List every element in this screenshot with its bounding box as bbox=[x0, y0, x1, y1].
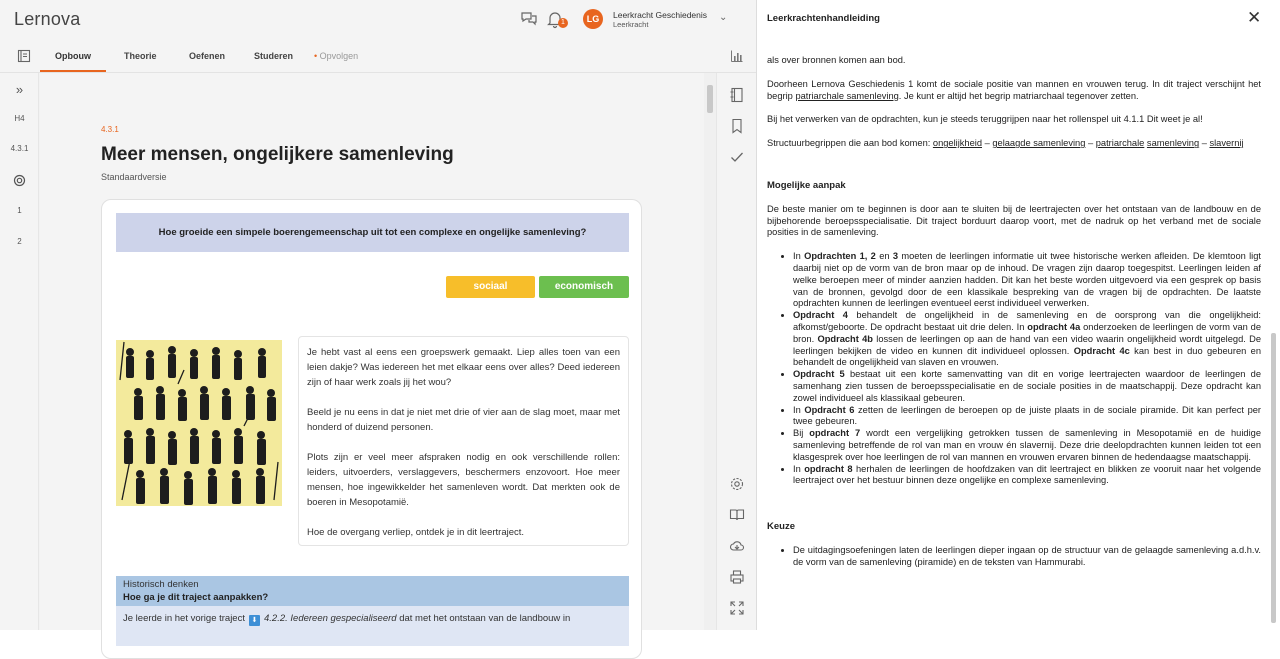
illustration-crowd bbox=[116, 340, 282, 506]
main-content bbox=[40, 73, 704, 630]
notification-badge: 1 bbox=[558, 18, 568, 28]
bookmark-icon[interactable] bbox=[729, 118, 745, 134]
keuze-list bbox=[793, 545, 1261, 569]
user-role: Leerkracht bbox=[613, 20, 649, 29]
print-icon[interactable] bbox=[729, 569, 745, 585]
nav-item-2[interactable]: 2 bbox=[17, 237, 22, 246]
intro-paragraph-2: Beeld je nu eens in dat je niet met drie of vier aan de slag moet, maar met honderd of duizend personen. bbox=[307, 407, 620, 433]
heading-keuze: Keuze bbox=[767, 521, 795, 533]
tab-bar bbox=[0, 38, 756, 73]
content-scrollbar[interactable] bbox=[704, 73, 716, 630]
chat-icon[interactable] bbox=[520, 10, 538, 28]
top-bar bbox=[0, 0, 756, 38]
book-outline-icon[interactable] bbox=[17, 49, 31, 63]
logo[interactable]: Lernova bbox=[14, 9, 81, 29]
historisch-denken-header bbox=[116, 576, 629, 606]
chart-icon[interactable] bbox=[730, 49, 744, 63]
right-toolbar bbox=[716, 73, 756, 630]
cloud-download-icon[interactable] bbox=[729, 538, 745, 554]
nav-item-chapter[interactable]: H4 bbox=[14, 114, 25, 123]
list-item: • In opdracht 8 herhalen de leerlingen de hoofdzaken van dit leertraject en blikken ze vooruit naar het volgende leertraject over het bestuur binnen deze ongelijke en complexe samenleving. bbox=[793, 464, 1261, 488]
intro-paragraph-3: Plots zijn er veel meer afspraken nodig en ook verschillende rollen: leiders, uitvoerders, verslaggevers, beschermers enzovoort. Hoe meer mensen, hoe ingewikkelder het samenleven wordt. Dat merkten ook de boeren in Mesopotamië. bbox=[307, 452, 620, 508]
tab-opvolgen[interactable]: • Opvolgen bbox=[314, 51, 359, 61]
historisch-denken-question: Hoe ga je dit traject aanpakken? bbox=[123, 592, 269, 603]
historisch-text-after: dat met het ontstaan van de landbouw in bbox=[399, 613, 571, 624]
list-item: • Opdracht 5 bestaat uit een korte samenvatting van dit en vorige leertrajecten waardoor de leerlingen de samenhang zien tussen de beroepsspecialisatie en de sociale posities in de maatschappij. Deze opdracht kan zowel individueel als klassikaal gebeuren. bbox=[793, 369, 1261, 404]
tag-sociaal[interactable]: sociaal bbox=[446, 276, 535, 298]
list-item: • In Opdrachten 1, 2 en 3 moeten de leerlingen informatie uit twee historische werken afleiden. De klemtoon ligt daarbij niet op de vorm van de bron maar op de inhoud. De vragen zijn daarop toegespitst. Leerlingen leiden af welke beroepen meer of minder aanzien hadden. Dit kan het beste worden uitgevoerd via een gesprek op basis van de bronnen, gevolgd door de een klassikale bespreking van de vragen bij de opdrachten. De laatste opdrachten kunnen de leerlingen eventueel eerst individueel verwerken. bbox=[793, 251, 1261, 310]
chevron-down-icon[interactable]: ⌄ bbox=[719, 12, 728, 23]
historisch-text-before: Je leerde in het vorige traject bbox=[123, 613, 245, 624]
guide-structure-terms: Structuurbegrippen die aan bod komen: ongelijkheid – gelaagde samenleving – patriarchale samenleving – slavernij bbox=[767, 138, 1244, 149]
close-icon[interactable]: ✕ bbox=[1247, 8, 1262, 27]
intro-paragraph-4: Hoe de overgang verliep, ontdek je in dit leertraject. bbox=[307, 527, 525, 538]
user-name[interactable]: Leerkracht Geschiedenis bbox=[613, 10, 708, 20]
tab-theorie[interactable]: Theorie bbox=[124, 51, 157, 61]
progress-icon[interactable] bbox=[13, 174, 26, 187]
avatar[interactable]: LG bbox=[583, 9, 603, 29]
settings-gear-icon[interactable] bbox=[729, 476, 745, 492]
teacher-guide-panel bbox=[756, 0, 1280, 630]
intro-text-box bbox=[298, 336, 629, 546]
nav-item-section[interactable]: 4.3.1 bbox=[10, 144, 29, 153]
panel-body bbox=[767, 55, 1262, 630]
panel-scrollbar[interactable] bbox=[1269, 63, 1277, 630]
open-book-icon[interactable] bbox=[729, 507, 745, 523]
tab-opbouw[interactable]: Opbouw bbox=[55, 51, 91, 61]
active-tab-indicator bbox=[40, 70, 106, 72]
nav-item-1[interactable]: 1 bbox=[17, 206, 22, 215]
list-item: • In Opdracht 6 zetten de leerlingen de beroepen op de juiste plaats in de sociale piramide. Dit kan perfect per twee gebeuren. bbox=[793, 405, 1261, 429]
reference-link[interactable]: 4.2.2. Iedereen gespecialiseerd bbox=[263, 613, 397, 624]
guide-paragraph-2: Bij het verwerken van de opdrachten, kun je steeds teruggrijpen naar het rollenspel uit 4.1.1 Dit weet je al! bbox=[767, 114, 1203, 125]
panel-scroll-thumb[interactable] bbox=[1271, 333, 1276, 623]
historisch-denken-body bbox=[116, 606, 629, 646]
check-icon[interactable] bbox=[729, 149, 745, 165]
page-title: Meer mensen, ongelijkere samenleving bbox=[101, 144, 454, 165]
scroll-thumb[interactable] bbox=[707, 85, 713, 113]
page-subtitle: Standaardversie bbox=[101, 172, 167, 182]
list-item: • Opdracht 4 behandelt de ongelijkheid in de samenleving en de oorsprong van die ongelijkheid: afkomst/geboorte. De opdracht bestaat uit drie delen. In opdracht 4a onderzoeken de leerlingen de vorm van de bron. Opdracht 4b lossen de leerlingen op aan de hand van een video waarin ongelijkheid wordt uitgelegd. De leerlingen bekijken de video en kunnen dit individueel oplossen. Opdracht 4c kan best in duo gebeuren en behandelt de ongelijkheid van slaven en vrouwen. bbox=[793, 310, 1261, 369]
expand-icon[interactable]: » bbox=[15, 82, 24, 97]
lesson-card bbox=[101, 199, 642, 659]
tab-oefenen[interactable]: Oefenen bbox=[189, 51, 226, 61]
guide-paragraph-aanpak: De beste manier om te beginnen is door aan te sluiten bij de leertrajecten over het ontstaan van de landbouw en de bijbehorende beroepsspecialisatie. Dit traject borduurt daarop voort, met de nadruk op het verband met de sociale posities in de samenleving. bbox=[767, 203, 1261, 238]
tag-economisch[interactable]: economisch bbox=[539, 276, 629, 298]
heading-mogelijke-aanpak: Mogelijke aanpak bbox=[767, 179, 846, 191]
central-question: Hoe groeide een simpele boerengemeenschap uit tot een complexe en ongelijke samenleving? bbox=[116, 213, 629, 252]
section-number: 4.3.1 bbox=[101, 125, 119, 134]
panel-title: Leerkrachtenhandleiding bbox=[767, 13, 880, 24]
crowd-illustration-image bbox=[116, 340, 282, 506]
list-item: • De uitdagingsoefeningen laten de leerlingen dieper ingaan op de structuur van de gelaagde samenleving a.d.h.v. de vorm van de samenleving (piramide) en de teksten van Hammurabi. bbox=[793, 545, 1261, 569]
fullscreen-icon[interactable] bbox=[729, 600, 745, 616]
left-navigation bbox=[0, 73, 39, 630]
intro-paragraph-1: Je hebt vast al eens een groepswerk gemaakt. Liep alles toen van een leien dakje? Was iedereen het met elkaar eens over alles? Deed iedereen zijn of haar werk zoals jij het wou? bbox=[307, 347, 620, 388]
tab-studeren[interactable]: Studeren bbox=[254, 51, 294, 61]
notebook-icon[interactable] bbox=[729, 87, 745, 103]
guide-paragraph-1: Doorheen Lernova Geschiedenis 1 komt de sociale positie van mannen en vrouwen terug. In dit traject verschijnt het begrip patriarchale samenleving. Je kunt er altijd het begrip matriarchaal tegenover zetten. bbox=[767, 78, 1261, 101]
historisch-denken-label: Historisch denken bbox=[123, 579, 199, 590]
list-item: • Bij opdracht 7 wordt een vergelijking getrokken tussen de samenleving in Mesopotamië en de huidige samenleving betreffende de rol van man en vrouw én slavernij. Deze drie deelopdrachten kunnen leiden tot een klasgesprek over hoe leerlingen de rol van mannen en vrouwen ervaren binnen de hedendaagse maatschappij. bbox=[793, 428, 1261, 463]
download-reference-icon[interactable]: ⬇ bbox=[249, 615, 260, 626]
aanpak-list bbox=[793, 251, 1261, 487]
guide-paragraph-0: als over bronnen komen aan bod. bbox=[767, 55, 906, 65]
